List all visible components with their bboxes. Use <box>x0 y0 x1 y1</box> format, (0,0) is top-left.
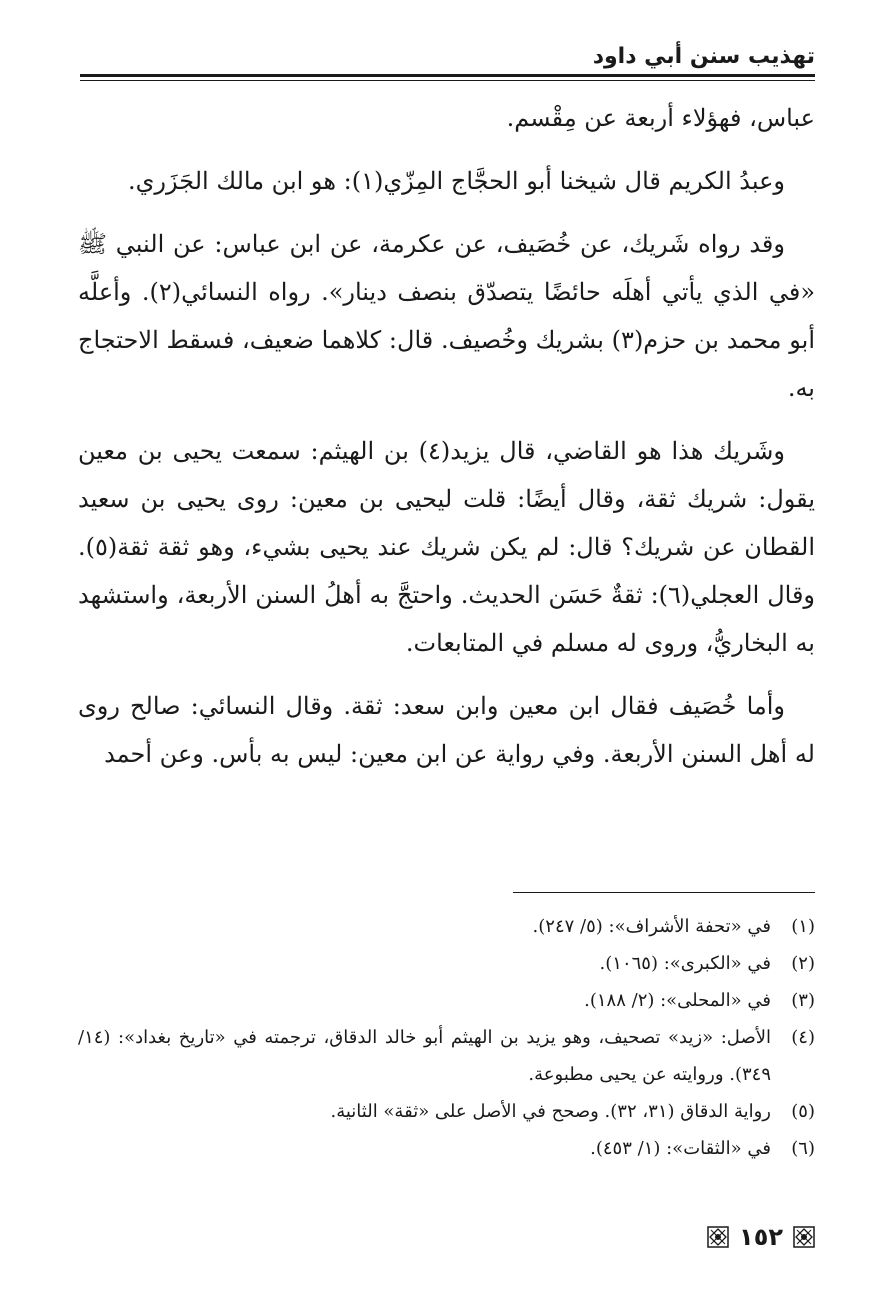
page-number-footer <box>707 1222 815 1252</box>
footnote-number: (٦) <box>791 1138 815 1159</box>
header-rule-thin <box>80 80 815 81</box>
footnote-number: (٥) <box>791 1101 815 1122</box>
paragraph-1: عباس، فهؤلاء أربعة عن مِقْسم. <box>506 104 815 132</box>
footnote-5 <box>78 1093 815 1130</box>
footnote-3 <box>78 982 815 1019</box>
footnote-2 <box>78 945 815 982</box>
footnote-text: في «الثقات»: (١/ ٤٥٣). <box>590 1138 771 1159</box>
paragraph-4: وشَريك هذا هو القاضي، قال يزيد(٤) بن الهيثم: سمعت يحيى بن معين يقول: شريك ثقة، وقال أيضًا: قلت ليحيى بن معين: روى يحيى بن سعيد القطان عن شريك؟ قال: لم يكن شريك عند يحيى بشيء، وهو ثقة ثقة(٥). وقال العجلي(٦): ثقةٌ حَسَن الحديث. واحتجَّ به أهلُ السنن الأربعة، واستشهد به البخاريُّ، وروى له مسلم في المتابعات. <box>78 437 816 657</box>
page-number: ١٥٢ <box>739 1223 783 1251</box>
footnote-separator <box>513 892 815 893</box>
arabesque-ornament-icon <box>707 1226 729 1248</box>
footnote-number: (٣) <box>791 990 815 1011</box>
arabesque-ornament-icon <box>793 1226 815 1248</box>
header-rule-thick <box>80 74 815 77</box>
footnote-number: (٤) <box>791 1027 815 1048</box>
paragraph-2: وعبدُ الكريم قال شيخنا أبو الحجَّاج المِزّي(١): هو ابن مالك الجَزَري. <box>128 167 785 195</box>
footnote-text: رواية الدقاق (٣١، ٣٢). وصحح في الأصل على «ثقة» الثانية. <box>330 1101 771 1122</box>
footnote-text: في «الكبرى»: (١٠٦٥). <box>599 953 771 974</box>
footnote-1 <box>78 908 815 945</box>
footnote-text: في «المحلى»: (٢/ ١٨٨). <box>584 990 771 1011</box>
footnote-number: (١) <box>791 916 815 937</box>
running-header-title: تهذيب سنن أبي داود <box>592 44 815 69</box>
footnote-text: في «تحفة الأشراف»: (٥/ ٢٤٧). <box>532 916 771 937</box>
footnote-4 <box>78 1019 815 1093</box>
footnote-number: (٢) <box>791 953 815 974</box>
footnote-6 <box>78 1130 815 1167</box>
paragraph-5: وأما خُصَيف فقال ابن معين وابن سعد: ثقة. وقال النسائي: صالح روى له أهل السنن الأربعة. وفي رواية عن ابن معين: ليس به بأس. وعن أحمد <box>78 692 815 768</box>
main-text <box>78 94 815 793</box>
footnotes <box>78 908 815 1167</box>
paragraph-3: وقد رواه شَريك، عن خُصَيف، عن عكرمة، عن ابن عباس: عن النبي ﷺ «في الذي يأتي أهلَه حائضًا يتصدّق بنصف دينار». رواه النسائي(٢). وأعلَّه أبو محمد بن حزم(٣) بشريك وخُصيف. قال: كلاهما ضعيف، فسقط الاحتجاج به. <box>78 230 816 402</box>
footnote-text: الأصل: «زيد» تصحيف، وهو يزيد بن الهيثم أبو خالد الدقاق، ترجمته في «تاريخ بغداد»: (١٤/ ٣٤٩). وروايته عن يحيى مطبوعة. <box>78 1027 771 1085</box>
